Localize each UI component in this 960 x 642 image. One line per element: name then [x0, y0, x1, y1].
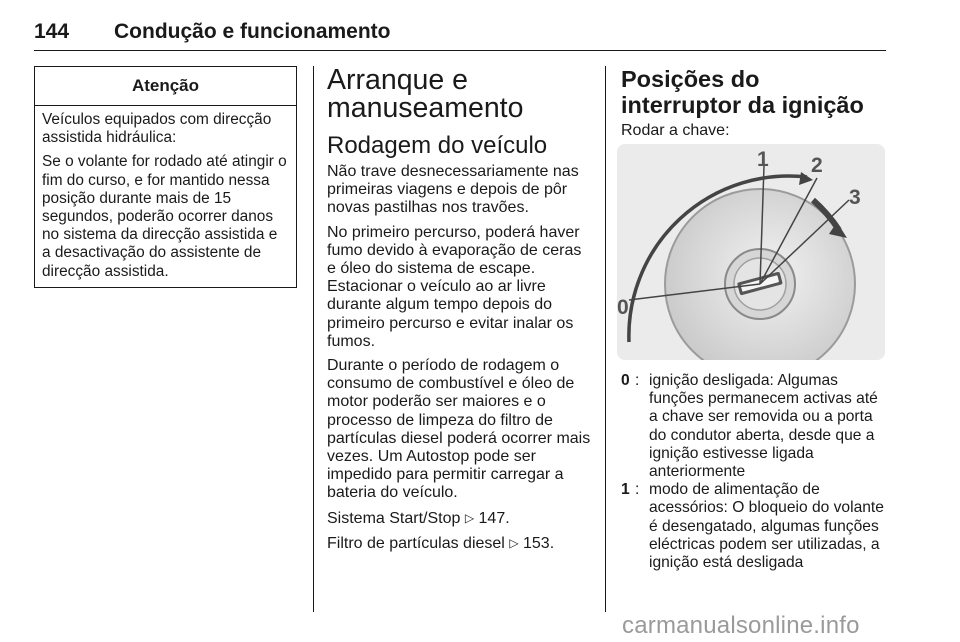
cross-reference[interactable] [327, 509, 593, 528]
body-paragraph: No primeiro percurso, poderá haver fumo devido à evaporação de ceras e óleo do sistema de escape. Estacionar o veículo ao ar livre durante algum tempo depois do primeiro percurso e evitar inalar os fumos. [327, 223, 582, 350]
position-text: ignição desligada: Algumas funções permanecem activas até a chave ser removida ou a porta do condutor aberta, desde que a ignição estivesse ligada anteriormente [649, 372, 878, 481]
section-subtitle: Rodagem do veículo [327, 132, 548, 159]
watermark: carmanualsonline.info [622, 612, 860, 639]
position-key: 0 [621, 372, 630, 389]
ignition-intro: Rodar a chave: [621, 122, 730, 139]
reference-arrow-icon: ▷ [509, 535, 519, 550]
position-key: 1 [621, 481, 630, 499]
cross-reference[interactable] [327, 534, 593, 553]
reference-arrow-icon: ▷ [464, 510, 475, 525]
right-column [621, 66, 886, 146]
ignition-positions-list [621, 372, 886, 572]
page-heading: Condução e funcionamento [114, 20, 391, 43]
reference-text: Sistema Start/Stop [327, 509, 461, 527]
warning-title: Atenção [35, 67, 296, 106]
column-divider [605, 66, 606, 612]
ignition-title: Posições do interruptor da ignição [621, 66, 864, 118]
ignition-switch-illustration [617, 144, 885, 360]
dial-label-2: 2 [811, 154, 823, 177]
reference-page: 147. [478, 509, 510, 527]
list-item: 1 : modo de alimentação de acessórios: O bloqueio do volante é desengatado, algumas funções eléctricas podem ser utilizadas, a ignição está desligada [621, 481, 884, 572]
list-item: 0 : ignição desligada: Algumas funções permanecem activas até a chave ser removida ou a porta do condutor aberta, desde que a ignição estivesse ligada anteriormente [621, 372, 878, 481]
middle-column [327, 66, 593, 559]
page-header [34, 14, 886, 51]
column-divider [313, 66, 314, 612]
page-number: 144 [34, 20, 70, 43]
dial-label-0: 0 [617, 296, 629, 319]
dial-label-1: 1 [757, 148, 769, 171]
body-paragraph: Durante o período de rodagem o consumo de combustível e óleo de motor poderão ser maiores e o processo de limpeza do filtro de partículas diesel poderá ocorrer mais vezes. Um Autostop pode ser impedido para permitir carregar a bateria do veículo. [327, 357, 591, 502]
warning-paragraph: Veículos equipados com direcção assistida hidráulica: [42, 111, 272, 147]
position-text: modo de alimentação de acessórios: O bloqueio do volante é desengatado, algumas funções eléctricas podem ser utilizadas, a ignição está desligada [649, 481, 884, 572]
warning-paragraph: Se o volante for rodado até atingir o fim do curso, e for mantido nessa posição durante mais de 15 segundos, poderão ocorrer danos no sistema da direcção assistida e a desactivação do assistente de direcção assistida. [42, 153, 287, 280]
section-title: Arranque e manuseamento [327, 64, 524, 124]
reference-page: 153. [523, 534, 555, 552]
warning-box [34, 66, 297, 288]
body-paragraph: Não trave desnecessariamente nas primeiras viagens e depois de pôr novas pastilhas nos travões. [327, 163, 579, 217]
dial-label-3: 3 [849, 186, 861, 209]
reference-text: Filtro de partículas diesel [327, 534, 505, 552]
